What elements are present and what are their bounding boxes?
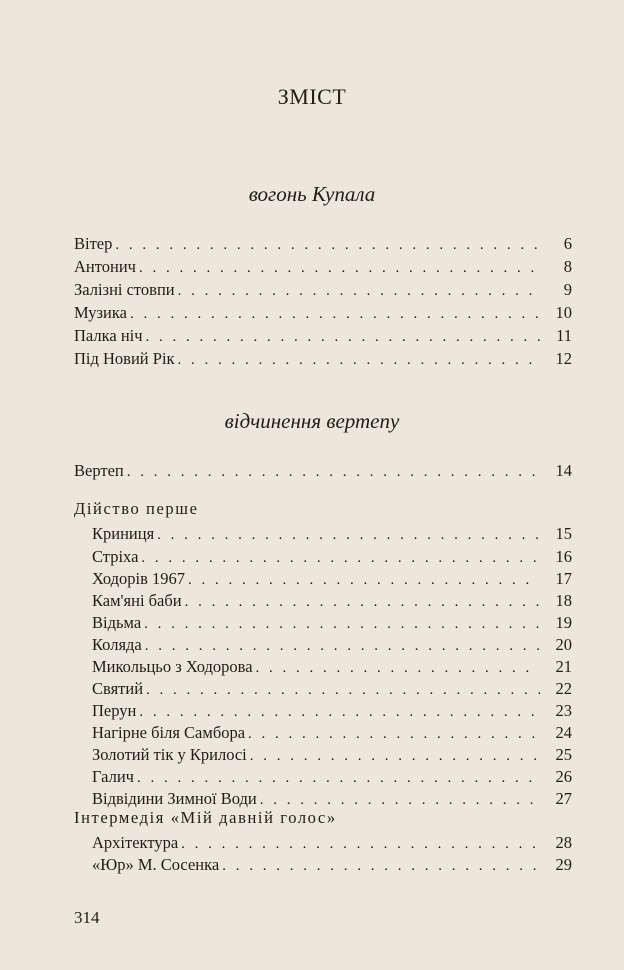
toc-entry — [92, 788, 572, 810]
entry-title: Золотий тік у Крилосі — [92, 745, 247, 764]
entry-page: 15 — [555, 524, 572, 543]
toc-entry — [74, 460, 572, 482]
toc-entry — [74, 302, 572, 324]
entry-page: 18 — [555, 591, 572, 610]
dot-leader — [181, 833, 540, 855]
dot-leader — [188, 569, 540, 591]
toc-title: ЗМІСТ — [277, 84, 347, 109]
entry-title: Святий — [92, 679, 144, 698]
dot-leader — [139, 257, 540, 279]
dot-leader — [185, 591, 540, 613]
toc-entry — [92, 612, 572, 634]
entry-title: Залізні стовпи — [74, 280, 175, 299]
entry-title: Вітер — [74, 234, 113, 253]
entry-title: Микольцьо з Ходорова — [92, 657, 253, 676]
dot-leader — [145, 635, 540, 657]
intermedia-heading: Інтермедія «Мій давній голос» — [74, 808, 337, 827]
toc-entry — [74, 325, 572, 347]
entry-page: 26 — [555, 767, 572, 786]
entry-page: 27 — [555, 789, 572, 808]
dot-leader — [130, 303, 540, 325]
entry-title: Вертеп — [74, 461, 124, 480]
dot-leader — [250, 745, 540, 767]
entry-title: Відьма — [92, 613, 142, 632]
entry-title: Архітектура — [92, 833, 179, 852]
entry-page: 14 — [555, 461, 572, 480]
dot-leader — [157, 524, 540, 546]
entry-title: Відвідини Зимної Води — [92, 789, 257, 808]
toc-entry — [92, 678, 572, 700]
entry-page: 28 — [555, 833, 572, 852]
entry-title: Коляда — [92, 635, 142, 654]
dot-leader — [178, 280, 540, 302]
entry-title: Перун — [92, 701, 137, 720]
entry-title: Кам'яні баби — [92, 591, 182, 610]
entry-page: 10 — [555, 303, 572, 322]
entry-title: Палка ніч — [74, 326, 143, 345]
entry-page: 12 — [555, 349, 572, 368]
dot-leader — [248, 723, 540, 745]
entry-page: 11 — [556, 326, 572, 345]
toc-entry — [92, 832, 572, 854]
dot-leader — [141, 547, 540, 569]
toc-entry — [92, 590, 572, 612]
entry-page: 22 — [555, 679, 572, 698]
entry-page: 20 — [555, 635, 572, 654]
toc-entry — [92, 634, 572, 656]
toc-entry — [74, 348, 572, 370]
entry-title: Галич — [92, 767, 134, 786]
toc-entry — [92, 568, 572, 590]
entry-page: 24 — [555, 723, 572, 742]
dot-leader — [256, 657, 540, 679]
section-title-vidchynennia-vertepu: відчинення вертепу — [224, 409, 400, 433]
entry-page: 9 — [563, 280, 572, 299]
entry-page: 21 — [555, 657, 572, 676]
entry-page: 6 — [563, 234, 572, 253]
toc-entry — [92, 523, 572, 545]
dot-leader — [178, 349, 540, 371]
entry-page: 25 — [555, 745, 572, 764]
entry-page: 23 — [555, 701, 572, 720]
entry-title: Криниця — [92, 524, 155, 543]
toc-entry — [92, 546, 572, 568]
dot-leader — [146, 326, 540, 348]
entry-page: 29 — [555, 855, 572, 874]
toc-entry — [92, 722, 572, 744]
page-number: 314 — [74, 908, 100, 927]
toc-entry — [92, 744, 572, 766]
entry-page: 8 — [563, 257, 572, 276]
dot-leader — [115, 234, 540, 256]
entry-title: «Юр» М. Сосенка — [92, 855, 220, 874]
act-heading: Дійство перше — [74, 499, 199, 518]
section-title-vohon-kupala: вогонь Купала — [248, 182, 376, 206]
toc-entry — [74, 256, 572, 278]
dot-leader — [127, 461, 540, 483]
entry-title: Ходорів 1967 — [92, 569, 186, 588]
entry-page: 17 — [555, 569, 572, 588]
toc-entry — [74, 233, 572, 255]
dot-leader — [222, 855, 540, 877]
dot-leader — [139, 701, 540, 723]
toc-entry — [92, 700, 572, 722]
entry-page: 16 — [555, 547, 572, 566]
toc-entry — [74, 279, 572, 301]
toc-entry — [92, 854, 572, 876]
dot-leader — [144, 613, 540, 635]
entry-title: Антонич — [74, 257, 136, 276]
entry-page: 19 — [555, 613, 572, 632]
dot-leader — [137, 767, 540, 789]
dot-leader — [146, 679, 540, 701]
entry-title: Музика — [74, 303, 127, 322]
toc-entry — [92, 656, 572, 678]
entry-title: Під Новий Рік — [74, 349, 175, 368]
entry-title: Стріха — [92, 547, 139, 566]
entry-title: Нагірне біля Самбора — [92, 723, 246, 742]
toc-entry — [92, 766, 572, 788]
